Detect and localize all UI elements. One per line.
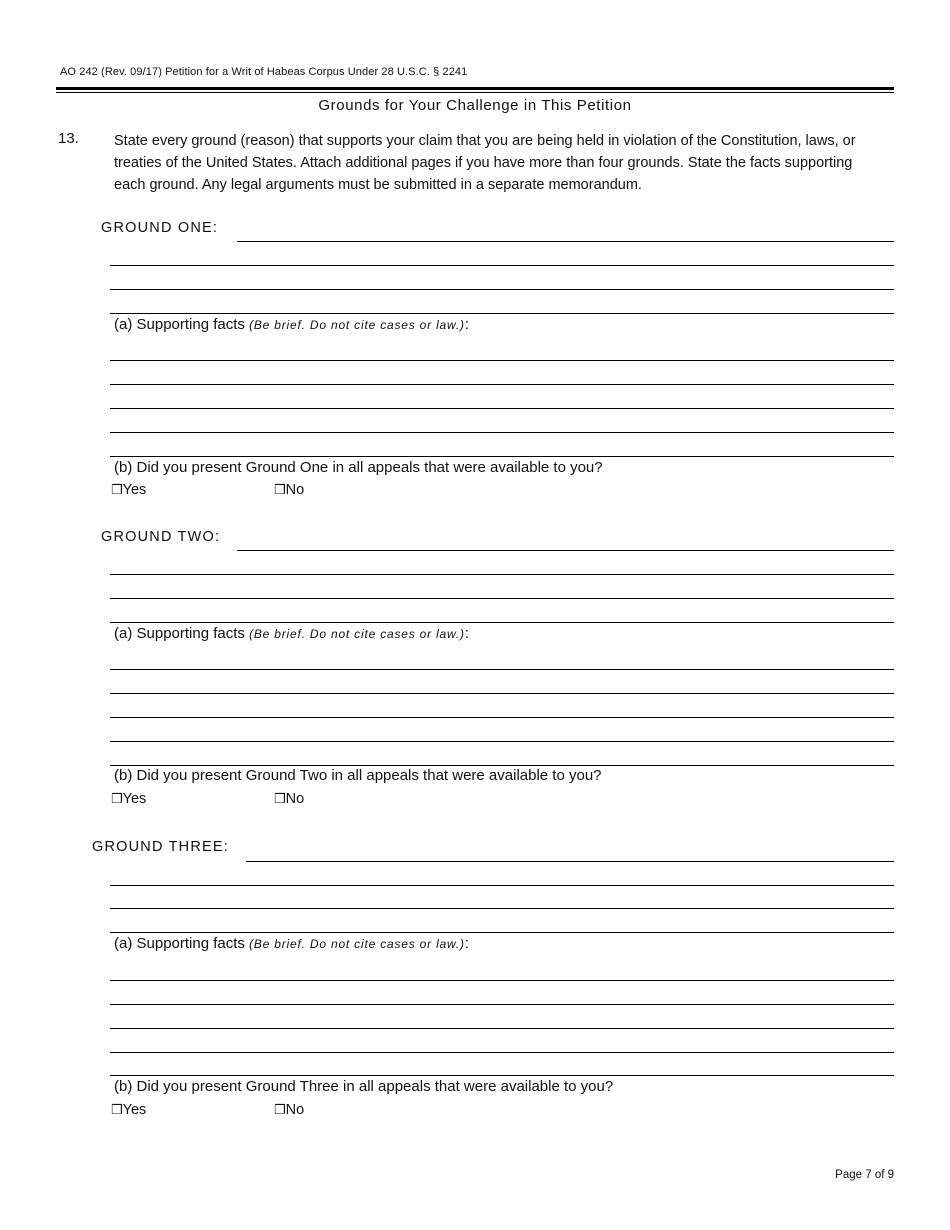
item-number: 13. <box>58 130 79 147</box>
ground-one-facts-line[interactable] <box>110 408 894 409</box>
ground-three-facts-line[interactable] <box>110 1075 894 1076</box>
ground-three-line[interactable] <box>110 908 894 909</box>
supporting-facts-note: (Be brief. Do not cite cases or law.) <box>249 937 465 951</box>
supporting-facts-note: (Be brief. Do not cite cases or law.) <box>249 627 465 641</box>
ground-two-line[interactable] <box>237 550 894 551</box>
ground-two-no-option[interactable]: ❒No <box>274 791 305 807</box>
ground-three-line[interactable] <box>246 861 894 862</box>
page-number: Page 7 of 9 <box>835 1169 894 1181</box>
ground-one-no-option[interactable]: ❒No <box>274 482 305 498</box>
checkbox-icon[interactable]: ❒ <box>274 482 286 497</box>
supporting-facts-note: (Be brief. Do not cite cases or law.) <box>249 318 465 332</box>
ground-two-appeal-question: (b) Did you present Ground Two in all appeals that were available to you? <box>114 767 602 784</box>
checkbox-icon[interactable]: ❒ <box>111 1102 123 1117</box>
ground-two-supporting-facts-label: (a) Supporting facts (Be brief. Do not cite cases or law.): <box>114 625 469 642</box>
ground-three-facts-line[interactable] <box>110 980 894 981</box>
ground-one-yes-option[interactable]: ❒Yes <box>111 482 147 498</box>
ground-one-line[interactable] <box>237 241 894 242</box>
checkbox-icon[interactable]: ❒ <box>274 1102 286 1117</box>
ground-three-line[interactable] <box>110 932 894 933</box>
ground-one-facts-line[interactable] <box>110 456 894 457</box>
checkbox-icon[interactable]: ❒ <box>274 791 286 806</box>
ground-two-line[interactable] <box>110 622 894 623</box>
ground-one-facts-line[interactable] <box>110 432 894 433</box>
ground-two-facts-line[interactable] <box>110 741 894 742</box>
ground-two-label: GROUND TWO: <box>101 529 221 545</box>
ground-one-line[interactable] <box>110 265 894 266</box>
ground-two-facts-line[interactable] <box>110 693 894 694</box>
ground-three-facts-line[interactable] <box>110 1028 894 1029</box>
ground-three-facts-line[interactable] <box>110 1004 894 1005</box>
ground-three-yes-option[interactable]: ❒Yes <box>111 1102 147 1118</box>
ground-one-label: GROUND ONE: <box>101 220 219 236</box>
checkbox-icon[interactable]: ❒ <box>111 791 123 806</box>
header-rule-thin <box>56 92 894 93</box>
ground-two-yes-option[interactable]: ❒Yes <box>111 791 147 807</box>
header-rule-thick <box>56 87 894 90</box>
ground-one-line[interactable] <box>110 313 894 314</box>
ground-two-line[interactable] <box>110 574 894 575</box>
ground-three-facts-line[interactable] <box>110 1052 894 1053</box>
ground-one-line[interactable] <box>110 289 894 290</box>
ground-two-facts-line[interactable] <box>110 717 894 718</box>
ground-two-line[interactable] <box>110 598 894 599</box>
ground-two-facts-line[interactable] <box>110 765 894 766</box>
ground-three-line[interactable] <box>110 885 894 886</box>
ground-two-facts-line[interactable] <box>110 669 894 670</box>
ground-three-appeal-question: (b) Did you present Ground Three in all appeals that were available to you? <box>114 1078 614 1095</box>
item-instructions: State every ground (reason) that supports your claim that you are being held in violation of the Constitution, laws, or treaties of the United States. Attach additional pages if you have more than four grounds. State the facts supporting each ground. Any legal arguments must be submitted in a separate memorandum. <box>114 133 856 193</box>
checkbox-icon[interactable]: ❒ <box>111 482 123 497</box>
ground-three-no-option[interactable]: ❒No <box>274 1102 305 1118</box>
ground-one-supporting-facts-label: (a) Supporting facts (Be brief. Do not cite cases or law.): <box>114 316 469 333</box>
ground-three-label: GROUND THREE: <box>92 839 229 855</box>
section-title: Grounds for Your Challenge in This Petition <box>318 97 632 114</box>
ground-one-appeal-question: (b) Did you present Ground One in all appeals that were available to you? <box>114 459 603 476</box>
ground-three-supporting-facts-label: (a) Supporting facts (Be brief. Do not cite cases or law.): <box>114 935 469 952</box>
ground-one-facts-line[interactable] <box>110 384 894 385</box>
ground-one-facts-line[interactable] <box>110 360 894 361</box>
form-header: AO 242 (Rev. 09/17) Petition for a Writ of Habeas Corpus Under 28 U.S.C. § 2241 <box>60 66 468 78</box>
